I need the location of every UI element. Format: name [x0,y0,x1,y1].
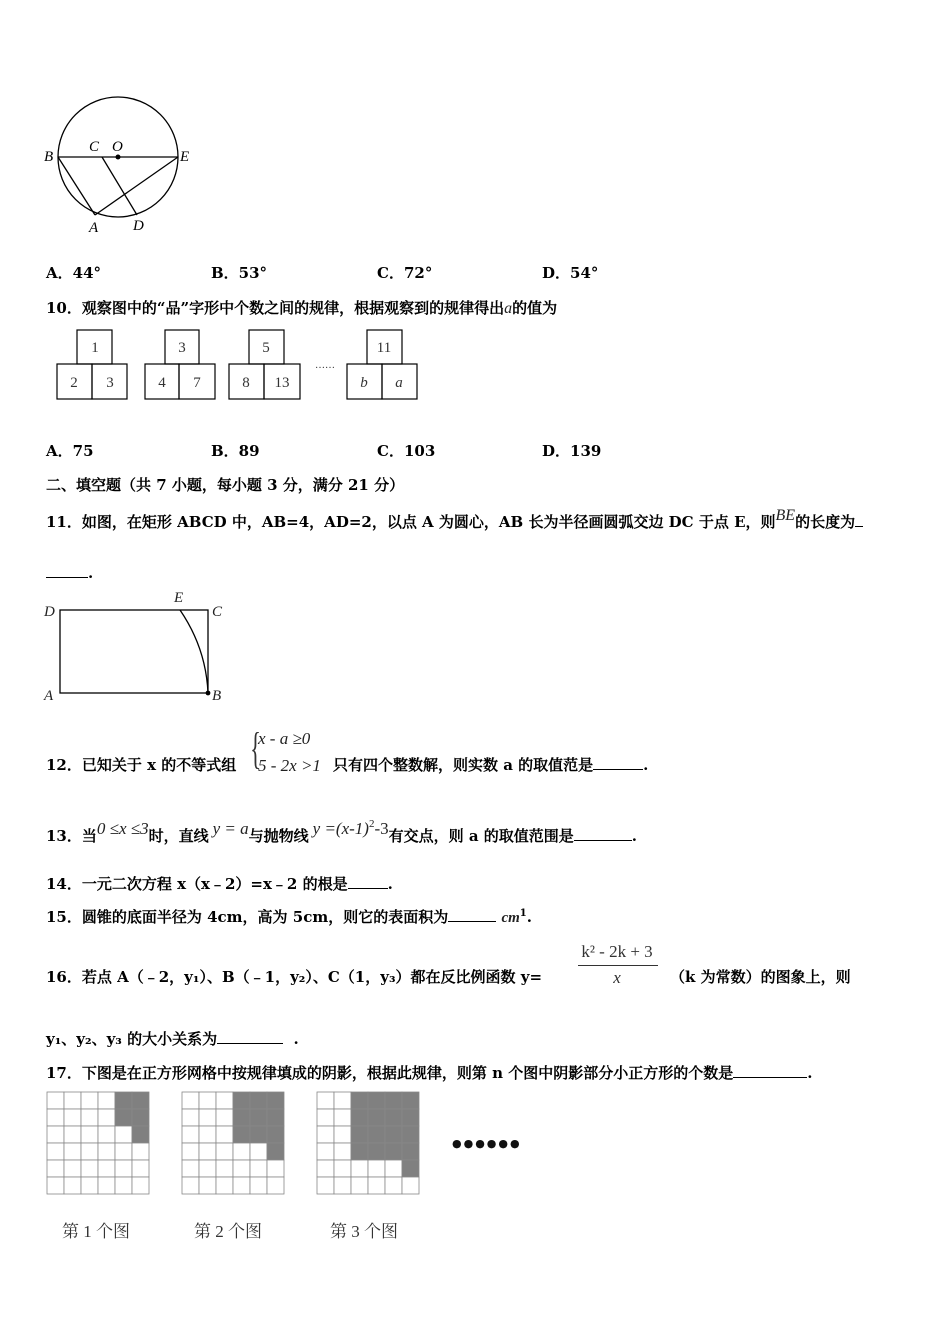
grid-cell [64,1092,81,1109]
label-O: O [112,139,123,155]
label-A: A [89,220,99,236]
grid-cell-shaded [402,1160,419,1177]
caption-1: 第 1 个图 [62,1222,130,1241]
grid-cell-shaded [250,1109,267,1126]
grid-cell [47,1160,64,1177]
grid-cell [132,1177,149,1194]
q16-stem: 16．若点 A（﹣2，y₁）、B（﹣1，y₂）、C（1，y₃）都在反比例函数 y= [46,968,543,986]
grid-cell [233,1160,250,1177]
grid-cell [98,1143,115,1160]
grid-cell [317,1092,334,1109]
fig3-left: 8 [242,375,250,391]
fig2-right: 7 [193,375,201,391]
q17-grid-figures [45,1090,525,1200]
grid-cell [216,1126,233,1143]
grid-cell [115,1126,132,1143]
label-C: C [212,604,223,620]
grid-cell [216,1177,233,1194]
grid-cell [199,1109,216,1126]
grid-cell [334,1126,351,1143]
fig3-right: 13 [274,375,290,391]
grid-cell-shaded [368,1092,385,1109]
grid-cell [317,1160,334,1177]
q16-stem-tail: （k 为常数）的图象上，则 [670,968,851,986]
q16-numerator: k² - 2k + 3 [581,942,653,961]
q9-option-c: C．72° [377,264,433,282]
grid-cell-shaded [132,1126,149,1143]
grid-cell [81,1177,98,1194]
q15-stem: 15．圆锥的底面半径为 4cm，高为 5cm，则它的表面积为 $cm^1$. [46,908,532,926]
grid-cell [47,1109,64,1126]
grid-cell [199,1160,216,1177]
q10-option-c: C．103 [377,442,436,460]
q12-inequality-2: 5 - 2x >1 [258,756,321,775]
grid-cell-shaded [351,1092,368,1109]
grid-cell [250,1160,267,1177]
grid-cell [199,1126,216,1143]
grid-cell [402,1177,419,1194]
grid-cell-shaded [385,1109,402,1126]
grid-cell-shaded [233,1126,250,1143]
grid-cell [216,1092,233,1109]
fig1-right: 3 [106,375,114,391]
fig4-left: b [360,375,368,391]
grid-cell [216,1143,233,1160]
label-A: A [44,688,54,704]
grid-cell-shaded [132,1109,149,1126]
q9-option-b: B．53° [211,264,268,282]
grid-cell-shaded [351,1109,368,1126]
fig4-right: a [395,375,403,391]
q17-stem: 17．下图是在正方形网格中按规律填成的阴影，根据此规律，则第 n 个图中阴影部分小正方形的个数是 . [46,1064,813,1082]
arc-be: BE [775,507,796,524]
grid-cell [81,1126,98,1143]
grid-cell-shaded [402,1126,419,1143]
grid-cell [385,1160,402,1177]
q16-denominator: x [613,968,621,987]
q16-fraction-bar [578,965,658,966]
grid-cell [47,1143,64,1160]
q10-stem: 10．观察图中的“品”字形中个数之间的规律，根据观察到的规律得出a的值为 [46,299,558,317]
q14-stem: 14．一元二次方程 x（x﹣2）=x﹣2 的根是 . [46,875,393,893]
grid-cell [81,1092,98,1109]
grid-cell-shaded [132,1092,149,1109]
grid-cell-shaded [233,1092,250,1109]
q12-inequality-1: x - a ≥0 [258,729,311,748]
q11-answer-line: . [46,563,93,582]
grid-cell [216,1160,233,1177]
q10-option-b: B．89 [211,442,260,460]
grid-cell-shaded [351,1143,368,1160]
q12-stem-tail: 只有四个整数解，则实数 a 的取值范是 . [333,756,649,774]
grid-cell [47,1177,64,1194]
fig1-left: 2 [70,375,78,391]
label-B: B [44,149,54,165]
grid-cell [199,1092,216,1109]
grid-cell-shaded [385,1126,402,1143]
grid-cell [132,1160,149,1177]
q9-option-a: A．44° [46,264,102,282]
q9-option-d: D．54° [542,264,599,282]
grid-cell [351,1160,368,1177]
grid-cell-shaded [351,1126,368,1143]
grid-cell [199,1143,216,1160]
grid-cell [317,1109,334,1126]
grid-cell [233,1143,250,1160]
grid-cell [267,1177,284,1194]
label-B: B [212,688,222,704]
label-E: E [174,590,184,606]
label-D: D [133,218,144,234]
q11-stem: 11．如图，在矩形 ABCD 中，AB=4，AD=2，以点 A 为圆心，AB 长为半径画圆弧交边 DC 于点 E，则BE的长度为 [46,511,863,532]
grid-cell [98,1126,115,1143]
grid-cell-shaded [115,1092,132,1109]
q10-option-a: A．75 [46,442,94,460]
grid-cell [334,1177,351,1194]
grid-cell [182,1092,199,1109]
grid-cell [81,1109,98,1126]
grid-cell [182,1109,199,1126]
grid-cell [115,1177,132,1194]
ellipsis: …… [315,360,335,371]
grid-cell [132,1143,149,1160]
grid-cell-shaded [250,1092,267,1109]
grid-cell [250,1143,267,1160]
grid-cell [317,1143,334,1160]
grid-cell-shaded [267,1143,284,1160]
grid-cell-shaded [385,1143,402,1160]
grid-cell-shaded [267,1126,284,1143]
grid-cell [64,1109,81,1126]
grid-cell [81,1160,98,1177]
fig1-top: 1 [91,340,99,356]
grid-cell [98,1177,115,1194]
grid-cell [317,1126,334,1143]
grid-cell [334,1092,351,1109]
grid-cell-shaded [402,1109,419,1126]
grid-cell [317,1177,334,1194]
fig4-top: 11 [376,340,392,356]
q11-rectangle-figure [40,588,240,706]
q10-option-d: D．139 [542,442,602,460]
fig2-left: 4 [158,375,166,391]
grid-cell-shaded [385,1092,402,1109]
fig3-top: 5 [262,340,270,356]
grid-cell [267,1160,284,1177]
grid-cell-shaded [250,1126,267,1143]
grid-cell-shaded [267,1109,284,1126]
grid-cell [47,1126,64,1143]
grid-cell [182,1126,199,1143]
grid-cell [233,1177,250,1194]
grid-cell [64,1177,81,1194]
grid-cell [351,1177,368,1194]
grid-cell-shaded [402,1143,419,1160]
grid-cell [98,1109,115,1126]
grid-cell-shaded [267,1092,284,1109]
label-C: C [89,139,100,155]
q10-pin-figures [55,328,425,403]
grid-cell [199,1177,216,1194]
caption-3: 第 3 个图 [330,1222,398,1241]
label-D: D [44,604,55,620]
grid-cell [182,1160,199,1177]
fig2-top: 3 [178,340,186,356]
grid-cell [64,1126,81,1143]
grid-cell [64,1143,81,1160]
label-E: E [180,149,190,165]
q12-stem-prefix: 12．已知关于 x 的不等式组 [46,756,237,774]
grid-cell [182,1143,199,1160]
grid-cell [216,1109,233,1126]
grid-cell [182,1177,199,1194]
grid-cell [98,1092,115,1109]
grid-cell-shaded [368,1109,385,1126]
grid-cell-shaded [368,1126,385,1143]
q13-stem: 13．当0 ≤x ≤3时，直线 y = a与抛物线 $y =(x-1)^2-3$有交点，则 a 的取值范围是 . [46,818,638,845]
grid-cell [334,1143,351,1160]
grid-cell [81,1143,98,1160]
q12-brace: { [250,724,261,773]
dots: ●●●●●● [452,1137,522,1150]
grid-cell [115,1160,132,1177]
grid-cell [334,1160,351,1177]
grid-cell [47,1092,64,1109]
grid-cell [368,1177,385,1194]
section-2-heading: 二、填空题（共 7 小题，每小题 3 分，满分 21 分） [46,476,405,494]
grid-cell [385,1177,402,1194]
grid-cell [368,1160,385,1177]
grid-cell-shaded [368,1143,385,1160]
caption-2: 第 2 个图 [194,1222,262,1241]
grid-cell-shaded [115,1109,132,1126]
q16-line2: y₁、y₂、y₃ 的大小关系为 . [46,1030,299,1048]
grid-cell [115,1143,132,1160]
grid-cell [64,1160,81,1177]
grid-cell-shaded [402,1092,419,1109]
grid-cell-shaded [233,1109,250,1126]
q9-circle-figure [40,95,200,240]
grid-cell [98,1160,115,1177]
grid-cell [334,1109,351,1126]
grid-cell [250,1177,267,1194]
